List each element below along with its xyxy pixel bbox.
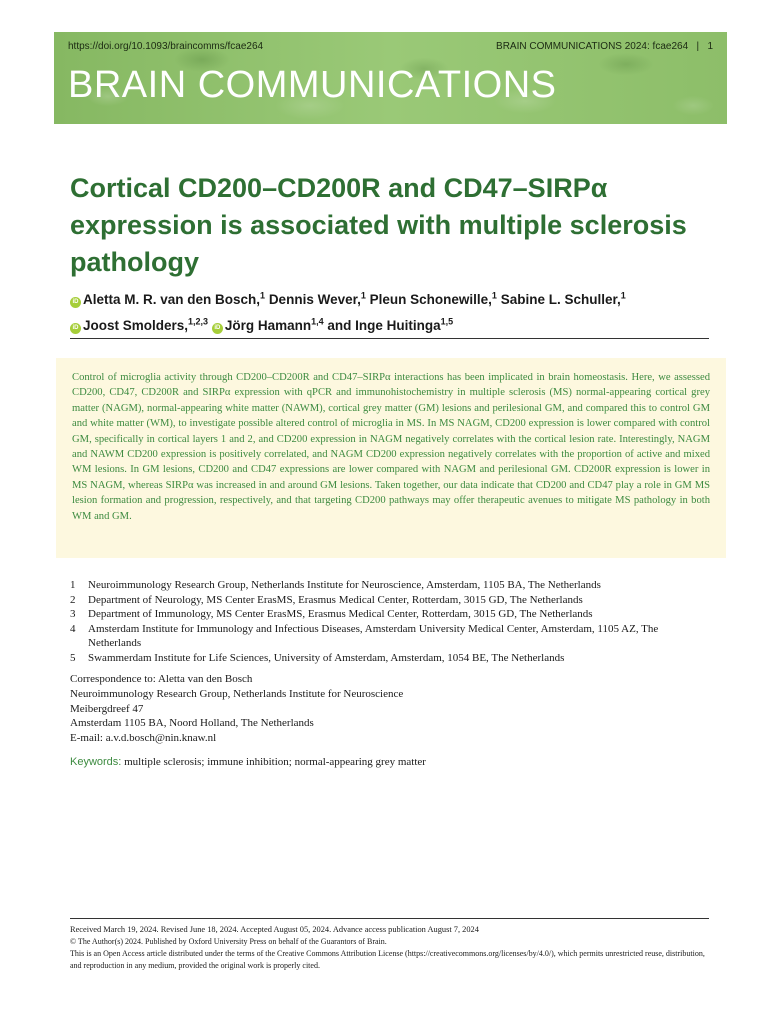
correspondence-email[interactable]: E-mail: a.v.d.bosch@nin.knaw.nl bbox=[70, 732, 217, 745]
affiliation-number: 5 bbox=[70, 651, 76, 664]
author-affiliation-ref: 1 bbox=[260, 290, 266, 300]
footer bbox=[70, 924, 710, 972]
author-name: Aletta M. R. van den Bosch, bbox=[83, 291, 261, 307]
affiliation-text: Department of Neurology, MS Center ErasMS, Erasmus Medical Center, Rotterdam, 3015 GD, The Netherlands bbox=[88, 593, 583, 606]
author[interactable] bbox=[212, 318, 324, 333]
divider bbox=[70, 338, 709, 339]
affiliation-number: 1 bbox=[70, 579, 76, 591]
correspondence-city: Amsterdam 1105 BA, Noord Holland, The Netherlands bbox=[70, 717, 314, 730]
author[interactable] bbox=[70, 318, 208, 333]
license-notice: This is an Open Access article distributed under the terms of the Creative Commons Attribution License (https://creativecommons.org/licenses/by/4.0/), which permits unrestricted reuse, distribution, and reproduction in any medium, provided the original work is properly cited. bbox=[70, 949, 705, 970]
abstract-text: Control of microglia activity through CD200–CD200R and CD47–SIRPα interactions has been implicated in brain homeostasis. Here, we assessed CD200, CD47, CD200R and SIRPα expression with qPCR and immunohistochemistry in multiple sclerosis (MS) normal-appearing cortical grey matter (NAGM), normal-appearing white matter (NAWM), cortical grey matter (GM) lesions and perilesional GM, and compared this to control GM and white matter (WM), to investigate possible altered control of microglia in MS. In MS NAGM, CD200 expression is lower compared with control GM, specifically in cortical layers 1 and 2, and CD200 expression in NAGM negatively correlates with the cortical lesion rate. Interestingly, NAGM and NAWM CD200 expression is positively correlated, and NAGM CD200 expression negatively correlates with the proportion of active and mixed WM lesions. In GM lesions, CD200 and CD47 expressions are lower compared with NAGM and perilesional GM. CD200R expression is lower in MS NAGM, whereas SIRPα was increased in and around GM lesions. Taken together, our data indicate that CD200 and CD47 play a role in GM MS lesion formation and progression, respectively, and that targeting CD200 pathways may offer therapeutic avenues to mitigate MS pathology in both WM and GM. bbox=[72, 372, 710, 522]
correspondence-block bbox=[70, 672, 710, 746]
author-name: Joost Smolders, bbox=[83, 318, 189, 333]
citation-info bbox=[496, 41, 713, 52]
affiliation-text: Swammerdam Institute for Life Sciences, University of Amsterdam, Amsterdam, 1054 BE, The Netherlands bbox=[88, 651, 565, 664]
author-name: and Inge Huitinga bbox=[323, 318, 441, 333]
affiliation-item bbox=[70, 622, 710, 651]
keywords-label: Keywords: bbox=[70, 756, 122, 768]
author[interactable] bbox=[324, 318, 454, 333]
abstract-box bbox=[56, 358, 726, 558]
orcid-icon[interactable]: iD bbox=[70, 323, 81, 334]
copyright-notice: © The Author(s) 2024. Published by Oxford University Press on behalf of the Guarantors of Brain. bbox=[70, 937, 387, 946]
correspondence-name: Correspondence to: Aletta van den Bosch bbox=[70, 673, 253, 685]
author-name: Sabine L. Schuller, bbox=[500, 291, 621, 307]
page-number: 1 bbox=[707, 40, 713, 52]
author-affiliation-ref: 1 bbox=[620, 290, 626, 300]
footer-divider bbox=[70, 918, 709, 919]
received-dates: Received March 19, 2024. Revised June 18, 2024. Accepted August 05, 2024. Advance access publication August 7, 2024 bbox=[70, 925, 479, 934]
affiliation-item bbox=[70, 593, 710, 608]
author-affiliation-ref: 1,4 bbox=[311, 316, 324, 327]
author-name: Jörg Hamann bbox=[224, 318, 312, 333]
author-affiliation-ref: 1 bbox=[360, 290, 366, 300]
author-list bbox=[70, 284, 720, 337]
affiliations-list bbox=[70, 578, 710, 666]
author-affiliation-ref: 1,2,3 bbox=[188, 316, 209, 327]
affiliation-number: 4 bbox=[70, 622, 76, 635]
article-title: Cortical CD200–CD200R and CD47–SIRPα expression is associated with multiple sclerosis pathology bbox=[70, 173, 687, 277]
keywords-line bbox=[70, 755, 710, 769]
author-name: Dennis Wever, bbox=[268, 291, 361, 307]
orcid-icon[interactable]: iD bbox=[212, 323, 223, 334]
journal-citation: BRAIN COMMUNICATIONS 2024: fcae264 bbox=[496, 40, 689, 52]
keywords-text: multiple sclerosis; immune inhibition; normal-appearing grey matter bbox=[121, 756, 426, 768]
affiliation-number: 2 bbox=[70, 593, 76, 606]
author[interactable] bbox=[70, 292, 265, 307]
affiliation-item bbox=[70, 578, 710, 593]
orcid-icon[interactable]: iD bbox=[70, 297, 81, 308]
author[interactable] bbox=[501, 292, 626, 307]
correspondence-street: Meibergdreef 47 bbox=[70, 702, 144, 715]
author[interactable] bbox=[269, 292, 366, 307]
banner-header-line bbox=[68, 39, 713, 53]
correspondence-institution: Neuroimmunology Research Group, Netherlands Institute for Neuroscience bbox=[70, 687, 404, 700]
author[interactable] bbox=[370, 292, 497, 307]
affiliation-text: Amsterdam Institute for Immunology and Infectious Diseases, Amsterdam University Medical Center, Amsterdam, 1105 AZ, The Netherlands bbox=[88, 622, 659, 650]
doi-link[interactable]: https://doi.org/10.1093/braincomms/fcae264 bbox=[68, 40, 264, 52]
journal-banner bbox=[54, 32, 727, 124]
affiliation-text: Department of Immunology, MS Center ErasMS, Erasmus Medical Center, Rotterdam, 3015 GD, The Netherlands bbox=[88, 608, 593, 621]
affiliation-item bbox=[70, 607, 710, 622]
author-affiliation-ref: 1,5 bbox=[440, 316, 454, 327]
affiliation-number: 3 bbox=[70, 608, 76, 621]
affiliation-text: Neuroimmunology Research Group, Netherlands Institute for Neuroscience, Amsterdam, 1105 BA, The Netherlands bbox=[88, 579, 601, 591]
author-affiliation-ref: 1 bbox=[491, 290, 497, 300]
journal-name: BRAIN COMMUNICATIONS bbox=[68, 64, 557, 106]
header-separator: | bbox=[696, 40, 700, 52]
affiliation-item bbox=[70, 651, 710, 666]
author-name: Pleun Schonewille, bbox=[369, 291, 492, 307]
